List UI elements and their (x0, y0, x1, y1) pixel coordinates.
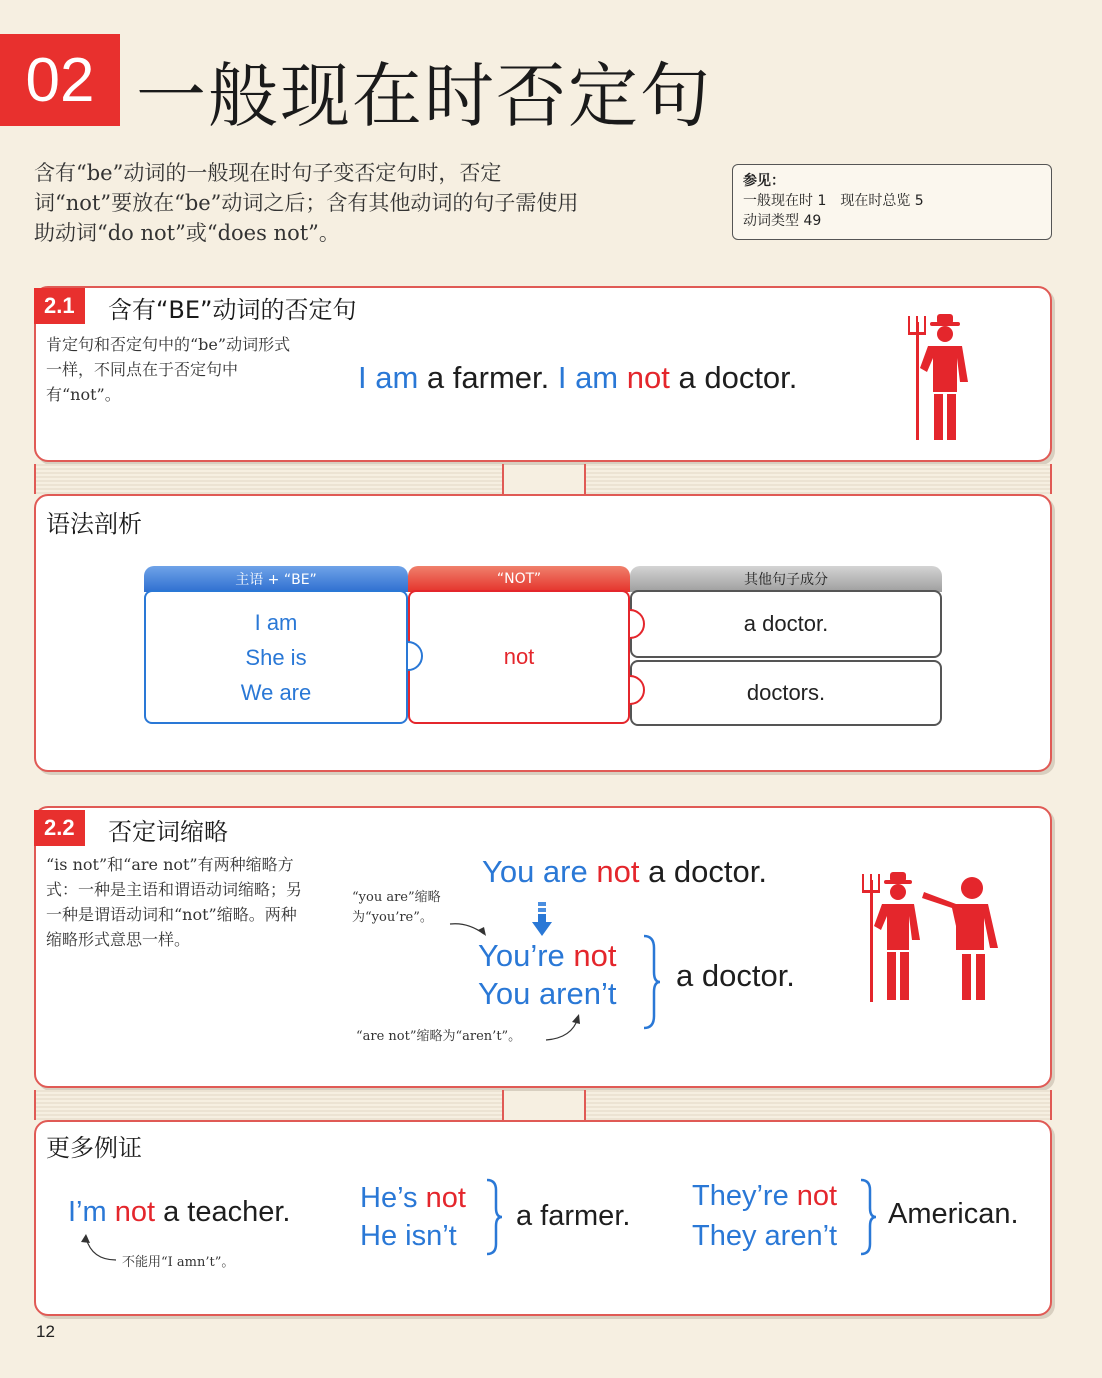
ending-block-2 (630, 660, 942, 726)
isnt: isn’t (405, 1220, 457, 1252)
annotation-arrow-3 (76, 1232, 120, 1266)
youre: You’re (478, 938, 574, 973)
example-you-are-not (482, 854, 767, 890)
see-also-link-1[interactable]: 一般现在时 1 现在时总览 5 (743, 193, 924, 209)
ending-american: American. (888, 1198, 1019, 1230)
col-header-not: “NOT” (408, 566, 630, 592)
see-also-label: 参见： (743, 173, 785, 189)
farmer-doctor-icon (856, 868, 1006, 1004)
ex2-rest: a doctor. (639, 854, 767, 889)
intro-text: 含有“be”动词的一般现在时句子变否定句时，否定词“not”要放在“be”动词之后；含有其他动词的句子需使用助动词“do not”或“does not”。 (34, 161, 579, 245)
chapter-number: 02 (0, 34, 120, 126)
ending-a-farmer: a farmer. (516, 1200, 631, 1232)
example-im-not (68, 1196, 290, 1229)
section-2-2-note: “is not”和“are not”有两种缩略方式：一种是主语和谓语动词缩略；另一种是谓语动词和“not”缩略。两种缩略形式意思一样。 (46, 855, 303, 949)
annotation-arrow-2 (544, 1012, 584, 1046)
not-5: not (796, 1180, 838, 1212)
hes: He’s (360, 1182, 426, 1214)
puzzle-knobs (400, 600, 670, 710)
annotation-you-are: “you are”缩略为“you’re”。 (352, 890, 441, 925)
section-2-1-tag: 2.1 (34, 288, 85, 324)
connector-2 (584, 464, 1052, 494)
ex-space (618, 360, 627, 395)
connector-1 (34, 464, 504, 494)
example-sentence-1 (358, 360, 797, 396)
not-3: not (114, 1196, 156, 1228)
brace-icon (640, 934, 662, 1030)
subject-we-are: We are (240, 679, 312, 705)
arent: aren’t (538, 976, 617, 1011)
ending-a-doctor-2: a doctor. (676, 958, 795, 993)
example-theyre-not (692, 1180, 837, 1213)
you: You (478, 976, 539, 1011)
they: They (692, 1220, 765, 1252)
ending-a-doctor: a doctor. (743, 611, 829, 636)
brace-icon-2 (484, 1178, 504, 1256)
ex2-not: not (596, 854, 640, 889)
farmer-icon (900, 312, 980, 442)
subject-she-is: She is (245, 644, 307, 670)
not-2: not (573, 938, 617, 973)
theyre: They’re (692, 1180, 797, 1212)
brace-icon-3 (858, 1178, 878, 1256)
section-2-1-title: 含有“BE”动词的否定句 (108, 296, 357, 324)
connector-3 (34, 1090, 504, 1120)
col-header-rest: 其他句子成分 (630, 566, 942, 592)
connector-4 (584, 1090, 1052, 1120)
more-examples-title: 更多例证 (46, 1134, 142, 1162)
ex-rest-2: a doctor. (669, 360, 798, 395)
grammar-title: 语法剖析 (46, 510, 142, 538)
section-2-2-title: 否定词缩略 (108, 818, 228, 846)
example-hes-not (360, 1182, 466, 1215)
ex-rest: a farmer. (418, 360, 558, 395)
example-they-arent (692, 1220, 837, 1253)
im: I’m (68, 1196, 115, 1228)
ending-doctors: doctors. (746, 680, 826, 705)
arent-2: aren’t (764, 1220, 838, 1252)
not-4: not (425, 1182, 466, 1214)
example-he-isnt (360, 1220, 457, 1253)
down-arrow-icon (530, 902, 554, 938)
not-word: not (503, 644, 535, 669)
annotation-i-amnt: 不能用“I amn’t”。 (122, 1255, 235, 1270)
contraction-you-arent (478, 976, 616, 1012)
a-teacher: a teacher. (155, 1196, 291, 1228)
subject-i-am: I am (254, 609, 298, 635)
ex-not: not (626, 360, 670, 395)
ex-subject-2: I am (557, 360, 619, 395)
ex-subject: I am (358, 360, 419, 395)
subject-block (144, 590, 408, 724)
see-also-link-2[interactable]: 动词类型 49 (743, 213, 822, 229)
page-title: 一般现在时否定句 (136, 55, 712, 137)
ending-block-1 (630, 590, 942, 658)
page-number: 12 (36, 1322, 55, 1341)
he: He (360, 1220, 406, 1252)
section-2-2-tag: 2.2 (34, 810, 85, 846)
ex2-subject: You are (482, 854, 597, 889)
col-header-subject: 主语 + “BE” (144, 566, 408, 592)
section-2-1-note: 肯定句和否定句中的“be”动词形式一样，不同点在于否定句中有“not”。 (46, 335, 291, 404)
see-also-box (732, 164, 1052, 240)
contraction-youre-not (478, 938, 617, 974)
annotation-are-not: “are not”缩略为“aren’t”。 (356, 1029, 522, 1044)
